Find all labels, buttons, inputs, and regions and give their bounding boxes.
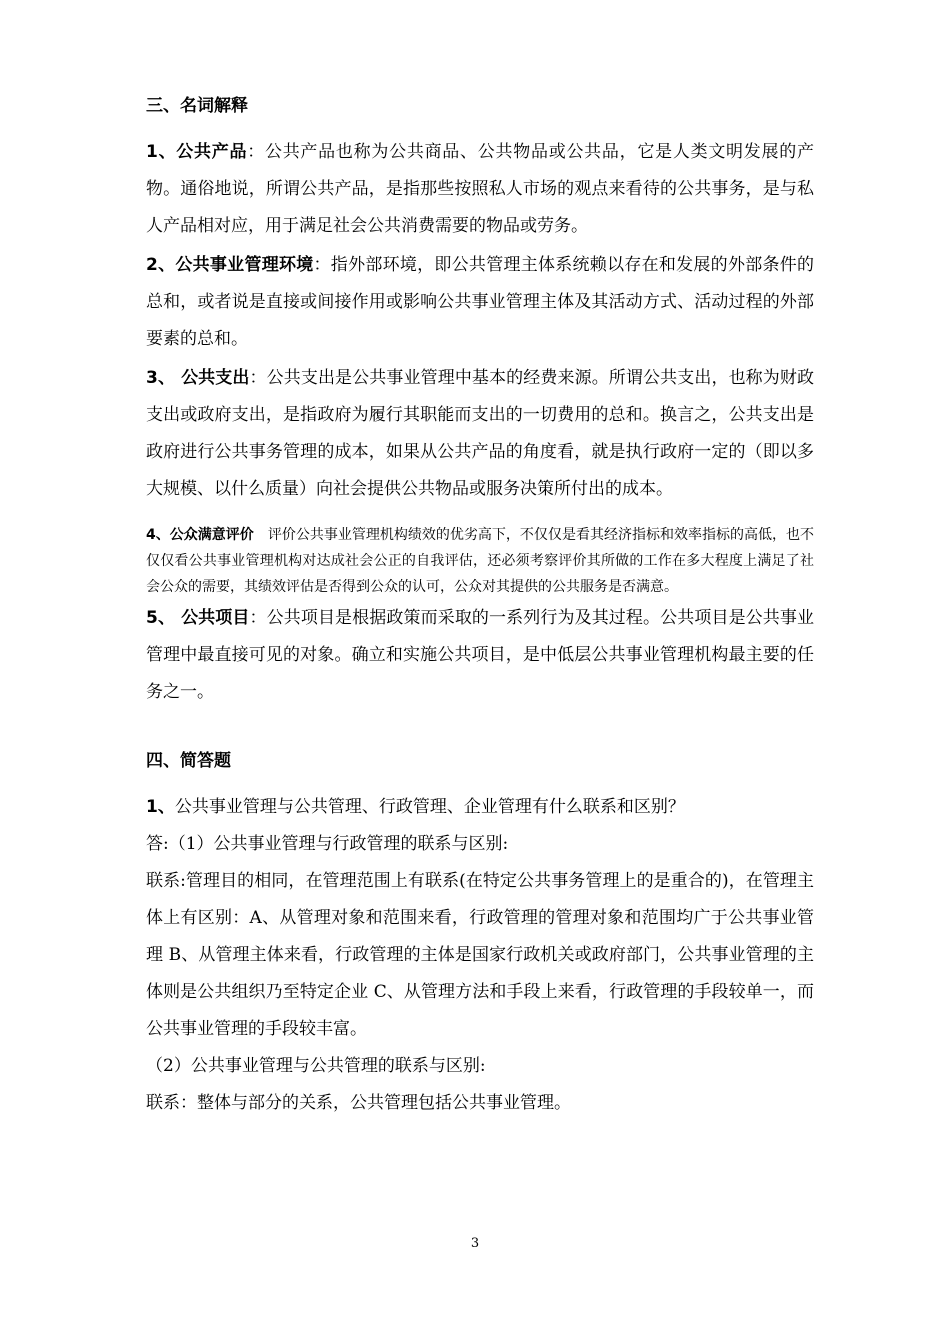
term-name: 公共支出 <box>181 368 250 388</box>
term-number: 4、 <box>146 527 170 543</box>
term-item-5 <box>146 600 814 711</box>
term-separator: ： <box>249 368 267 388</box>
term-separator: ： <box>313 255 331 275</box>
term-number: 1、 <box>146 142 177 162</box>
term-item-2 <box>146 247 814 358</box>
question-number: 1、 <box>146 797 175 817</box>
term-number: 5、 <box>146 608 182 628</box>
section-spacer <box>146 713 814 749</box>
term-separator: ： <box>247 142 265 162</box>
answer-line-1: 答:（1）公共事业管理与行政管理的联系与区别: <box>146 834 509 854</box>
term-definition: 评价公共事业管理机构绩效的优劣高下，不仅仅是看其经济指标和效率指标的高低，也不仅仅看公共事业管理机构对达成社会公正的自我评估，还必须考察评价其所做的工作在多大程度上满足了社会公众的需要，其绩效评估是否得到公众的认可，公众对其提供的公共服务是否满意。 <box>146 527 815 595</box>
term-item-1 <box>146 134 814 245</box>
answer-line-4: 联系：整体与部分的关系，公共管理包括公共事业管理。 <box>146 1093 571 1113</box>
term-definition: 公共项目是根据政策而采取的一系列行为及其过程。公共项目是公共事业管理中最直接可见的对象。确立和实施公共项目，是中低层公共事业管理机构最主要的任务之一。 <box>146 608 815 702</box>
question-text: 公共事业管理与公共管理、行政管理、企业管理有什么联系和区别？ <box>174 797 685 817</box>
term-number: 3、 <box>146 368 182 388</box>
term-name: 公众满意评价 <box>169 527 254 543</box>
term-name: 公共项目 <box>181 608 250 628</box>
question-1 <box>146 789 814 826</box>
section-3-title: 三、名词解释 <box>146 96 248 116</box>
page-number: 3 <box>470 1236 480 1251</box>
term-name: 公共事业管理环境 <box>175 255 314 275</box>
term-definition: 公共产品也称为公共商品、公共物品或公共品，它是人类文明发展的产物。通俗地说，所谓公共产品，是指那些按照私人市场的观点来看待的公共事务，是与私人产品相对应，用于满足社会公共消费需要的物品或劳务。 <box>146 142 814 236</box>
term-definition: 指外部环境，即公共管理主体系统赖以存在和发展的外部条件的总和，或者说是直接或间接作用或影响公共事业管理主体及其活动方式、活动过程的外部要素的总和。 <box>146 255 815 349</box>
section-4-title: 四、简答题 <box>146 751 231 771</box>
term-separator <box>254 527 268 543</box>
document-page <box>146 94 814 1122</box>
term-definition: 公共支出是公共事业管理中基本的经费来源。所谓公共支出，也称为财政支出或政府支出，是指政府为履行其职能而支出的一切费用的总和。换言之，公共支出是政府进行公共事务管理的成本，如果从公共产品的角度看，就是执行政府一定的（即以多大规模、以什么质量）向社会提供公共物品或服务决策所付出的成本。 <box>146 368 815 499</box>
term-name: 公共产品 <box>176 142 248 162</box>
term-separator: ： <box>249 608 267 628</box>
answer-line-3: （2）公共事业管理与公共管理的联系与区别: <box>146 1056 486 1076</box>
term-item-3 <box>146 360 814 508</box>
term-item-4 <box>146 522 814 600</box>
term-number: 2、 <box>146 255 176 275</box>
answer-line-2: 联系:管理目的相同，在管理范围上有联系(在特定公共事务管理上的是重合的)，在管理主体上有区别：A、从管理对象和范围来看，行政管理的管理对象和范围均广于公共事业管理 B、从管理主体来看，行政管理的主体是国家行政机关或政府部门，公共事业管理的主体则是公共组织乃至特定企业 C、从管理方法和手段上来看，行政管理的手段较单一，而公共事业管理的手段较丰富。 <box>146 871 814 1039</box>
